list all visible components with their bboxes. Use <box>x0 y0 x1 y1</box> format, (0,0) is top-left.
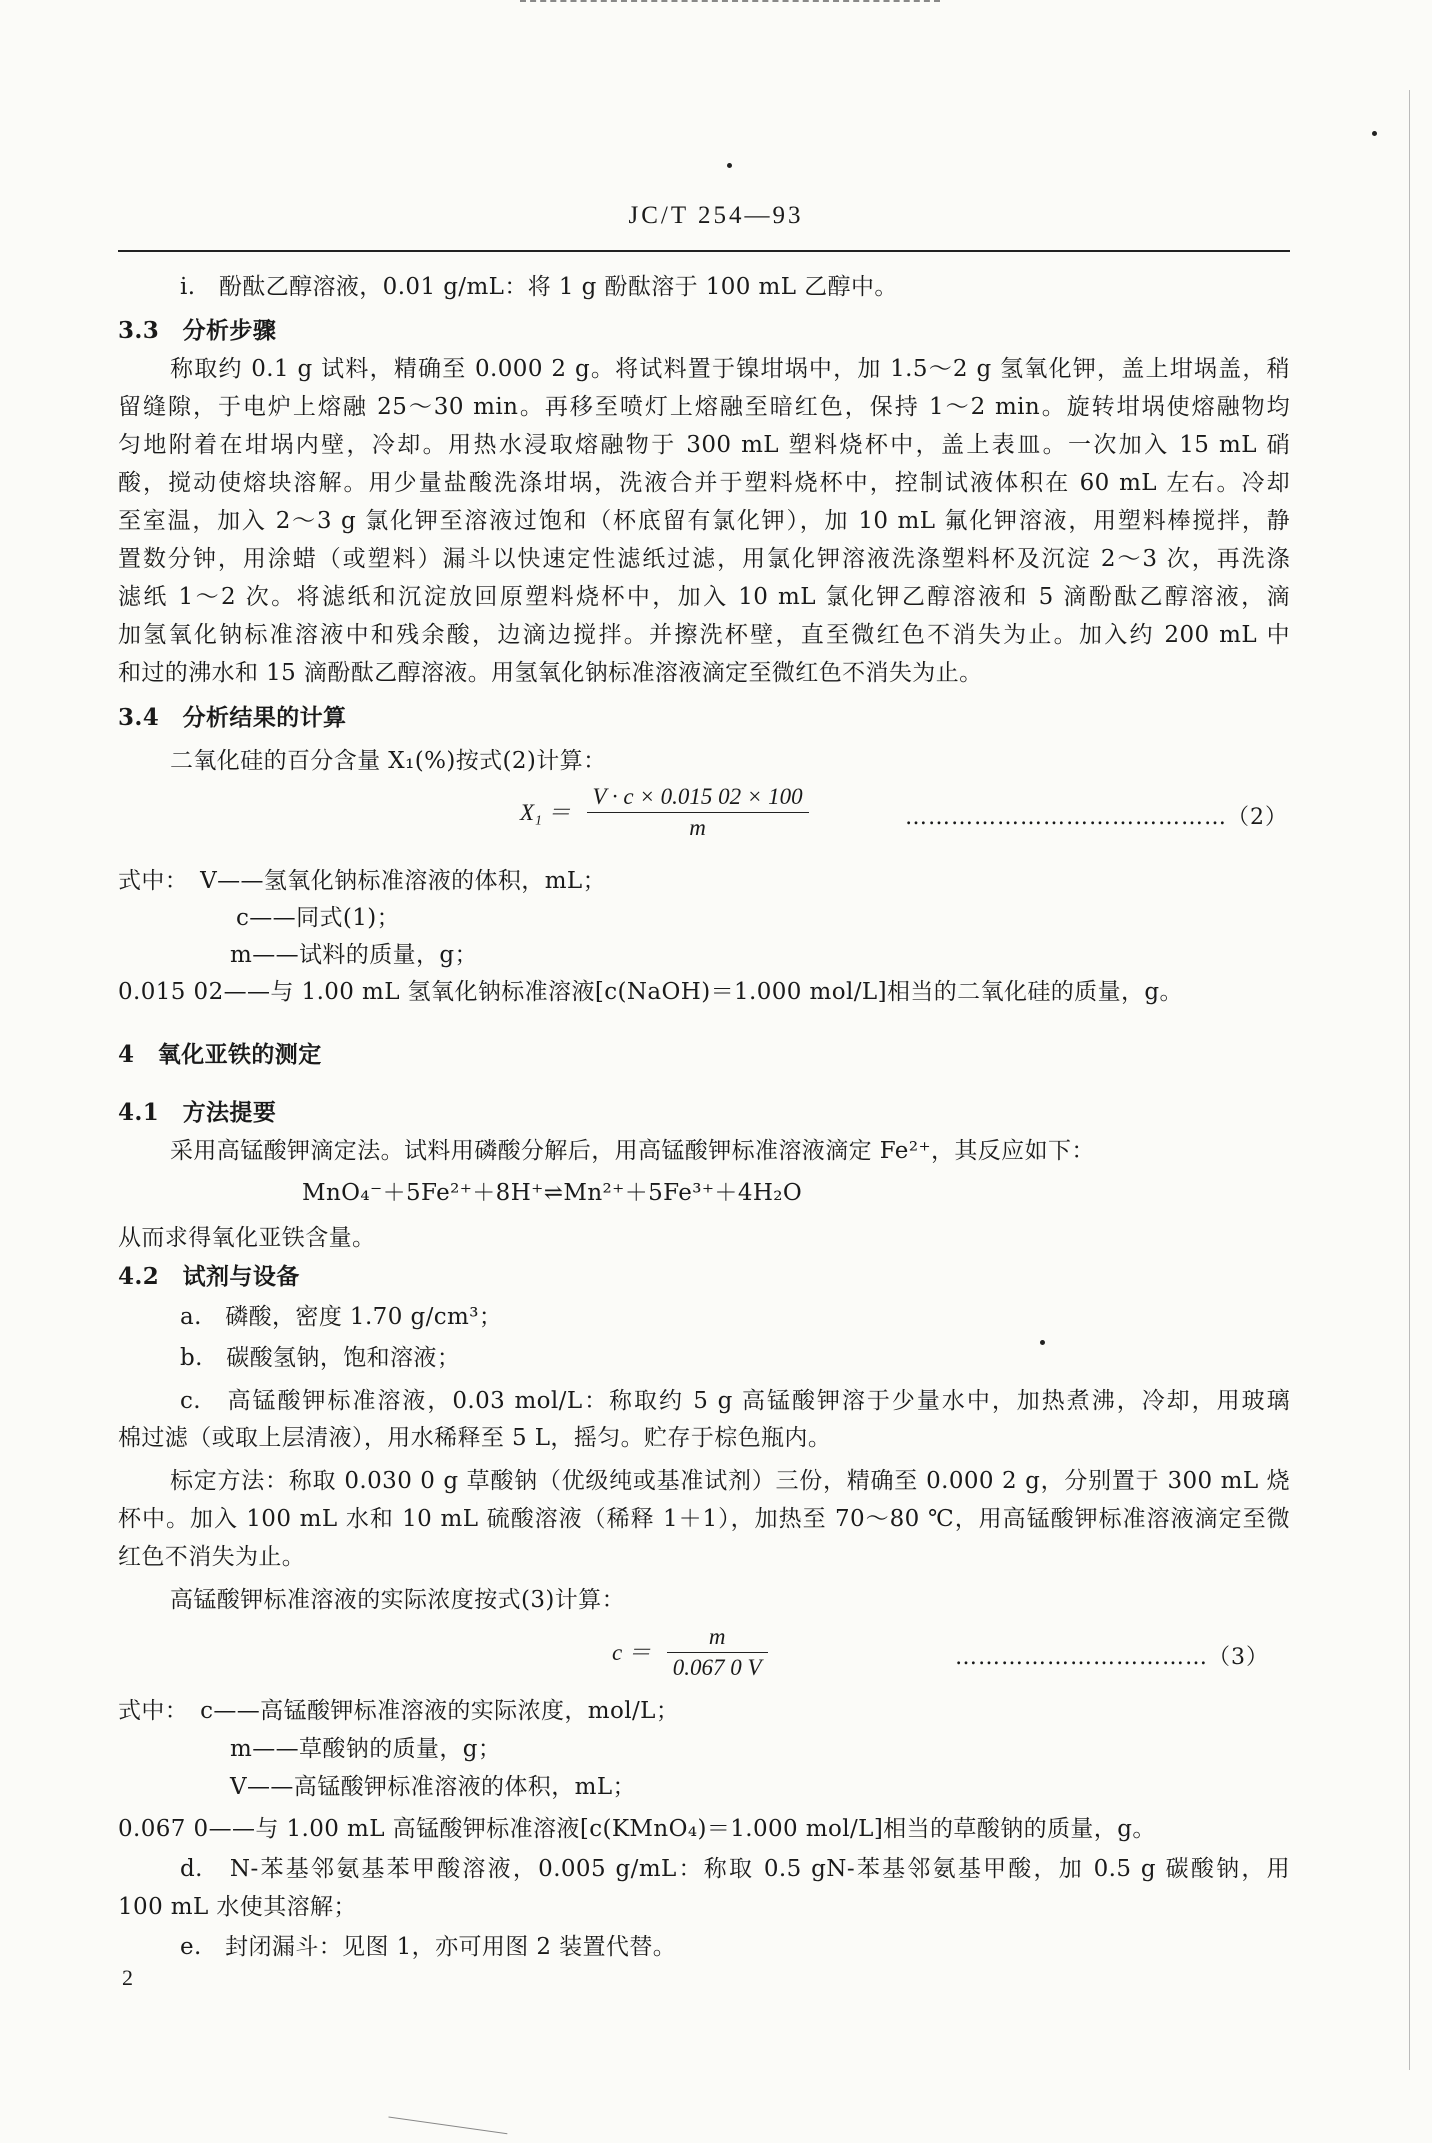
list-item: d. N-苯基邻氨基苯甲酸溶液，0.005 g/mL：称取 0.5 gN-苯基邻氨基甲酸，加 0.5 g 碳酸钠，用 <box>180 1856 1290 1882</box>
formula-3 <box>612 1622 768 1683</box>
page-header: JC/T 254—93 <box>628 202 804 229</box>
paragraph-line: 杯中。加入 100 mL 水和 10 mL 硫酸溶液（稀释 1＋1），加热至 70～80 ℃，用高锰酸钾标准溶液滴定至微 <box>118 1506 1290 1532</box>
scan-artifact-edge <box>1409 90 1410 2070</box>
symbol-definition: 0.015 02——与 1.00 mL 氢氧化钠标准溶液[c(NaOH)＝1.000 mol/L]相当的二氧化硅的质量，g。 <box>118 979 1183 1005</box>
equation-number: ……………………………………（2） <box>905 805 1288 830</box>
formula-lhs: c ＝ <box>612 1639 651 1665</box>
list-item: e. 封闭漏斗：见图 1，亦可用图 2 装置代替。 <box>180 1934 677 1960</box>
paragraph-line: 称取约 0.1 g 试料，精确至 0.000 2 g。将试料置于镍坩埚中，加 1.5～2 g 氢氧化钾，盖上坩埚盖，稍 <box>170 356 1290 382</box>
symbol-definition: 0.067 0——与 1.00 mL 高锰酸钾标准溶液[c(KMnO₄)＝1.000 mol/L]相当的草酸钠的质量，g。 <box>118 1816 1156 1842</box>
scan-speck <box>1372 131 1377 136</box>
paragraph-line: 100 mL 水使其溶解； <box>118 1894 357 1920</box>
formula-numerator: m <box>667 1622 768 1653</box>
header-rule <box>118 250 1290 252</box>
paragraph-line: 留缝隙，于电炉上熔融 25～30 min。再移至喷灯上熔融至暗红色，保持 1～2 min。旋转坩埚使熔融物均 <box>118 394 1290 420</box>
formula-fraction <box>587 782 809 843</box>
section-heading: 3.3 分析步骤 <box>118 317 277 344</box>
paragraph-line: 红色不消失为止。 <box>118 1544 306 1570</box>
scan-artifact-bottom <box>388 2087 511 2134</box>
formula-lhs: X₁ ＝ <box>520 799 571 825</box>
page-number: 2 <box>122 1965 133 1990</box>
text-line: i. 酚酞乙醇溶液，0.01 g/mL：将 1 g 酚酞溶于 100 mL 乙醇中。 <box>180 274 898 300</box>
list-item: a. 磷酸，密度 1.70 g/cm³； <box>180 1304 503 1330</box>
paragraph-line: 和过的沸水和 15 滴酚酞乙醇溶液。用氢氧化钠标准溶液滴定至微红色不消失为止。 <box>118 660 983 686</box>
equation-number: ……………………………（3） <box>955 1645 1269 1670</box>
text-line: 采用高锰酸钾滴定法。试料用磷酸分解后，用高锰酸钾标准溶液滴定 Fe²⁺，其反应如下： <box>170 1138 1095 1164</box>
formula-denominator: m <box>689 815 706 840</box>
paragraph-line: 置数分钟，用涂蜡（或塑料）漏斗以快速定性滤纸过滤，用氯化钾溶液洗涤塑料杯及沉淀 2～3 次，再洗涤 <box>118 546 1290 572</box>
section-heading: 3.4 分析结果的计算 <box>118 704 347 731</box>
paragraph-line: 标定方法：称取 0.030 0 g 草酸钠（优级纯或基准试剂）三份，精确至 0.000 2 g，分别置于 300 mL 烧 <box>170 1468 1290 1494</box>
symbol-definition: V——高锰酸钾标准溶液的体积，mL； <box>230 1774 636 1800</box>
text-line: 从而求得氧化亚铁含量。 <box>118 1225 376 1251</box>
paragraph-line: 加氢氧化钠标准溶液中和残余酸，边滴边搅拌。并擦洗杯壁，直至微红色不消失为止。加入约 200 mL 中 <box>118 622 1290 648</box>
symbol-definition: c——同式(1)； <box>236 905 401 931</box>
symbol-definition: 式中： V——氢氧化钠标准溶液的体积，mL； <box>118 868 606 894</box>
formula-denominator: 0.067 0 V <box>672 1655 762 1680</box>
section-heading: 4.2 试剂与设备 <box>118 1263 300 1290</box>
paragraph-line: 滤纸 1～2 次。将滤纸和沉淀放回原塑料烧杯中，加入 10 mL 氯化钾乙醇溶液和 5 滴酚酞乙醇溶液，滴 <box>118 584 1290 610</box>
paragraph-line: 棉过滤（或取上层清液），用水稀释至 5 L，摇匀。贮存于棕色瓶内。 <box>118 1425 832 1451</box>
symbol-definition: 式中： c——高锰酸钾标准溶液的实际浓度，mol/L； <box>118 1698 680 1724</box>
formula-2 <box>520 782 809 843</box>
text-line: 高锰酸钾标准溶液的实际浓度按式(3)计算： <box>170 1587 625 1613</box>
section-heading: 4.1 方法提要 <box>118 1099 277 1126</box>
reaction-equation: MnO₄⁻＋5Fe²⁺＋8H⁺⇌Mn²⁺＋5Fe³⁺＋4H₂O <box>302 1180 803 1206</box>
text-line: 二氧化硅的百分含量 X₁(%)按式(2)计算： <box>170 748 607 774</box>
scan-speck <box>727 163 732 168</box>
paragraph-line: 匀地附着在坩埚内壁，冷却。用热水浸取熔融物于 300 mL 塑料烧杯中，盖上表皿。一次加入 15 mL 硝 <box>118 432 1290 458</box>
paragraph-line: 至室温，加入 2～3 g 氯化钾至溶液过饱和（杯底留有氯化钾），加 10 mL 氟化钾溶液，用塑料棒搅拌，静 <box>118 508 1290 534</box>
formula-fraction <box>667 1622 768 1683</box>
scan-artifact-top <box>520 0 940 10</box>
paragraph-line: 酸，搅动使熔块溶解。用少量盐酸洗涤坩埚，洗液合并于塑料烧杯中，控制试液体积在 60 mL 左右。冷却 <box>118 470 1290 496</box>
formula-numerator: V · c × 0.015 02 × 100 <box>587 782 809 813</box>
list-item: c. 高锰酸钾标准溶液，0.03 mol/L：称取约 5 g 高锰酸钾溶于少量水中，加热煮沸，冷却，用玻璃 <box>180 1388 1290 1414</box>
symbol-definition: m——草酸钠的质量，g； <box>230 1736 502 1762</box>
list-item: b. 碳酸氢钠，饱和溶液； <box>180 1345 461 1371</box>
chapter-heading: 4 氧化亚铁的测定 <box>118 1041 322 1068</box>
symbol-definition: m——试料的质量，g； <box>230 942 478 968</box>
